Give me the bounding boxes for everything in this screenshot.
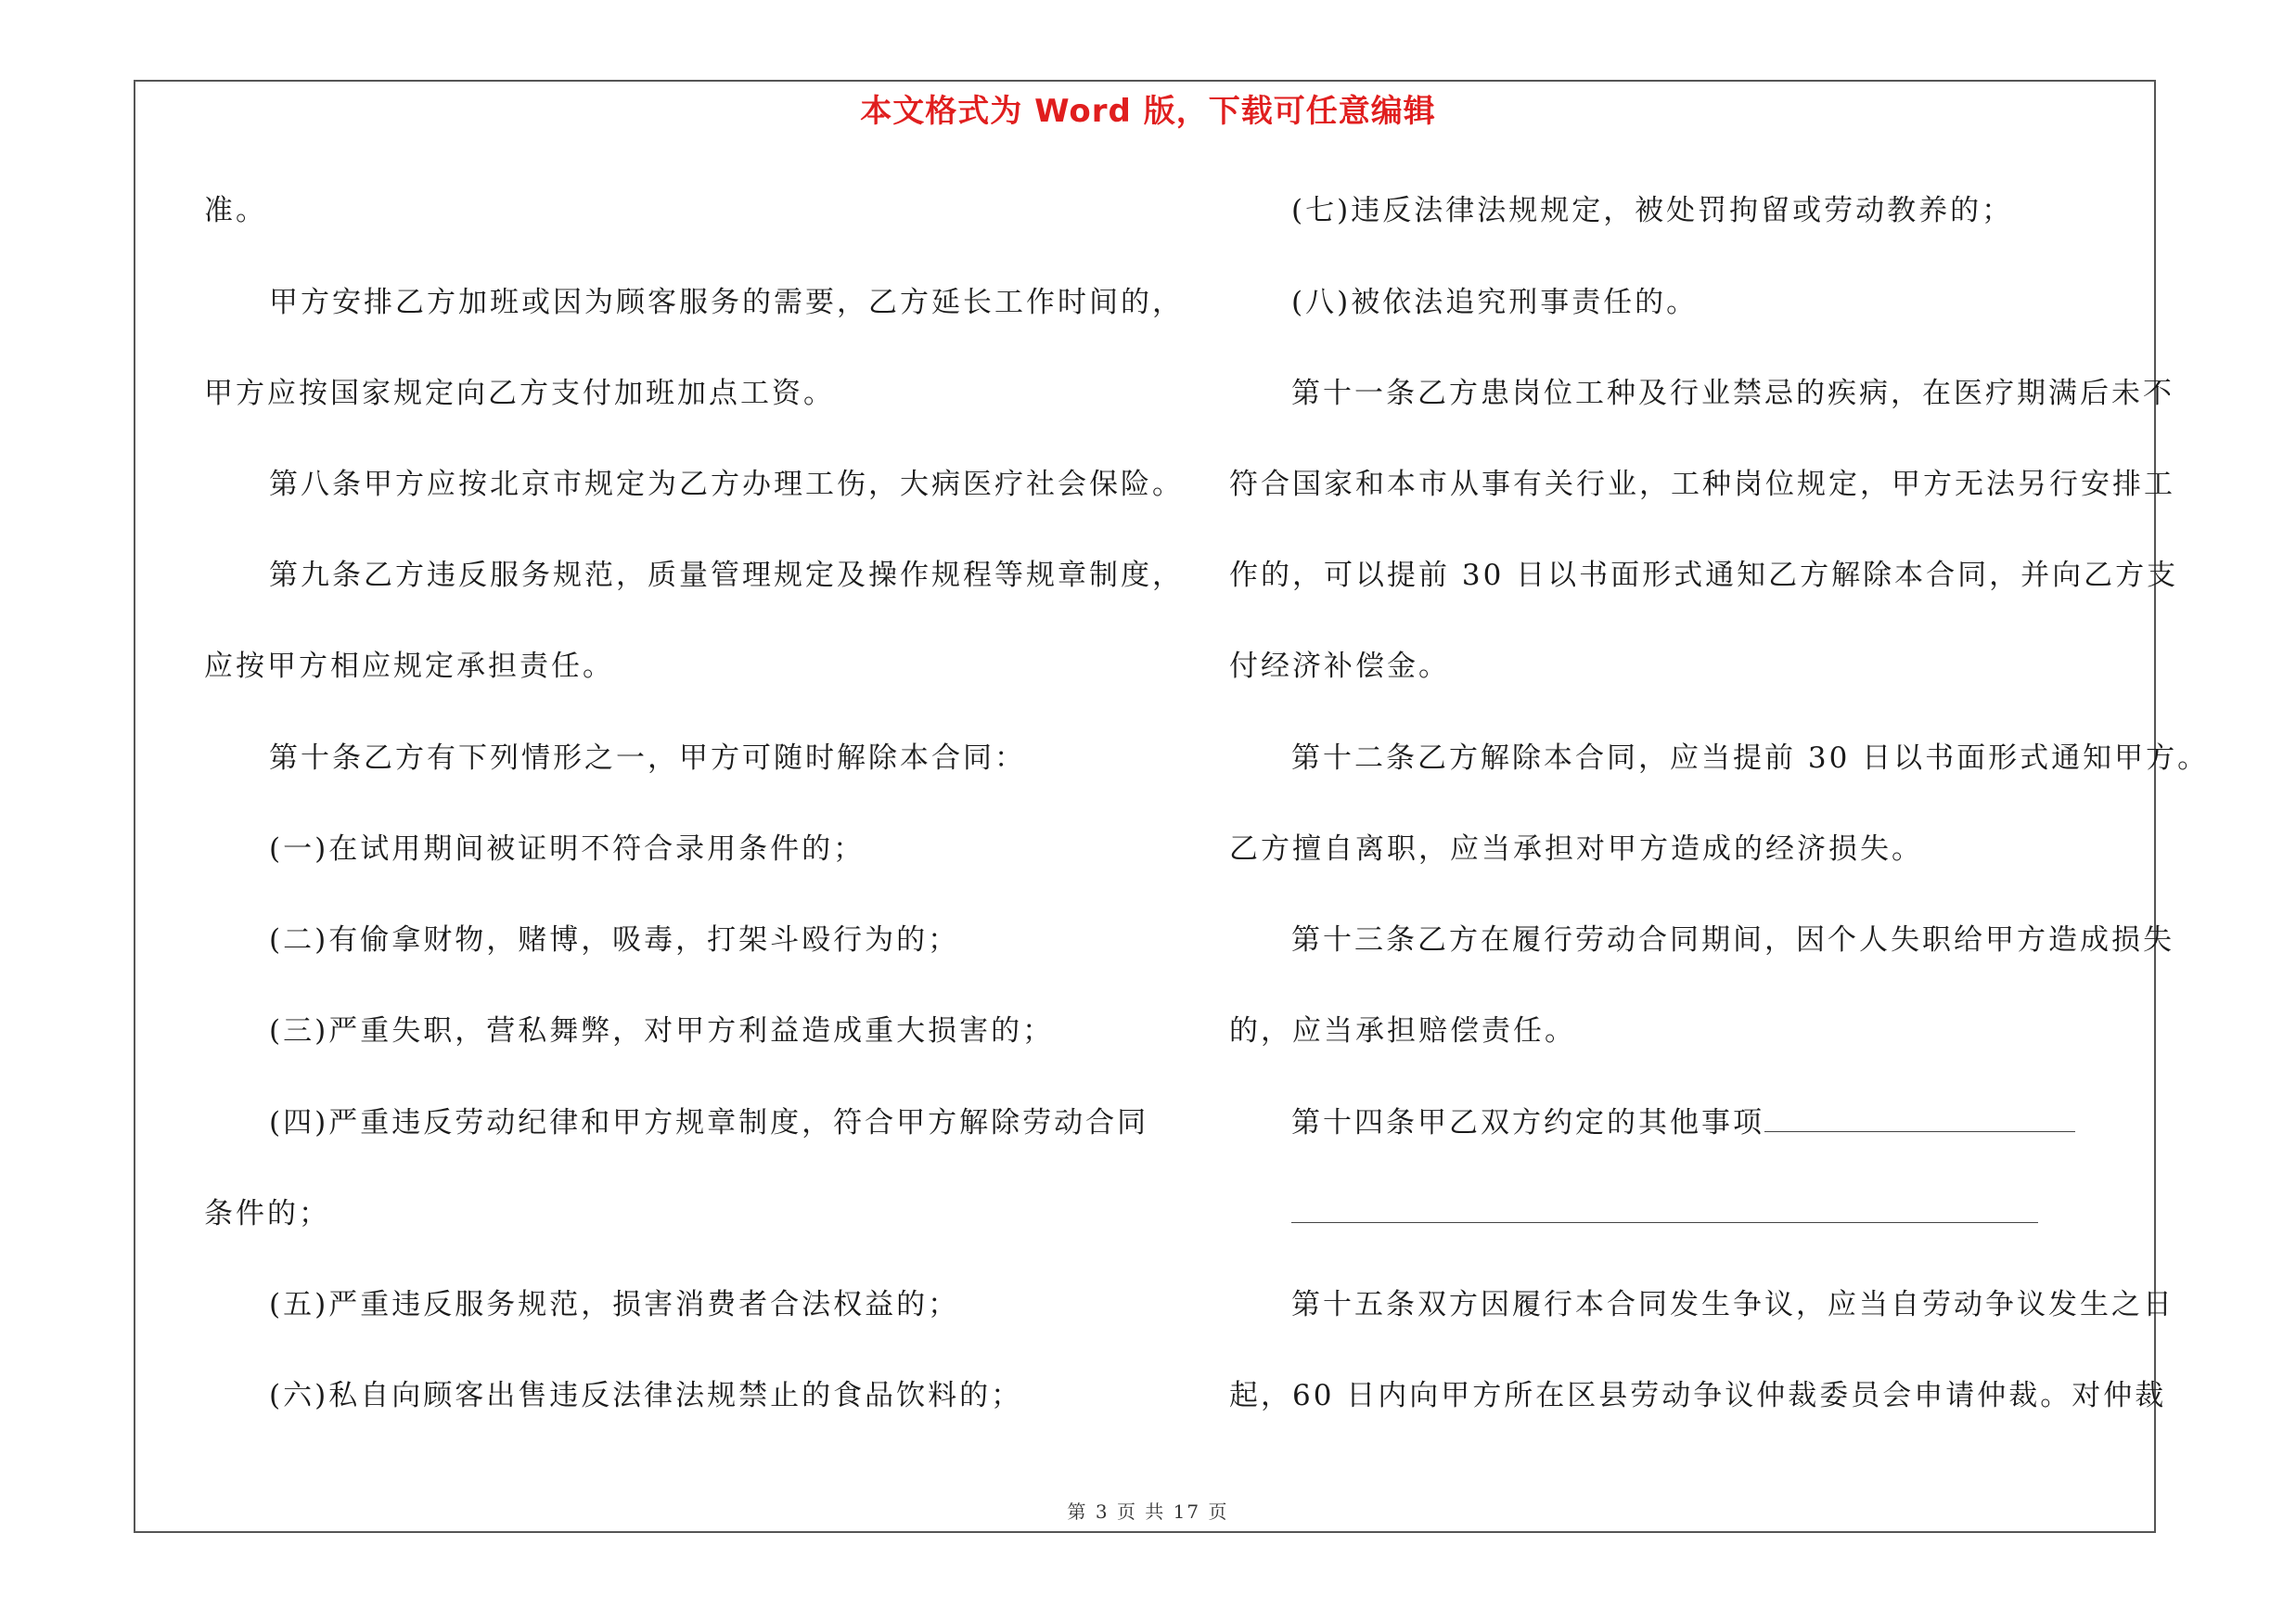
paragraph-line-with-blank bbox=[1291, 1104, 2075, 1141]
paragraph-line: 第九条乙方违反服务规范，质量管理规定及操作规程等规章制度， bbox=[269, 559, 1184, 592]
clause-14-text: 第十四条甲乙双方约定的其他事项 bbox=[1291, 1106, 1764, 1140]
paragraph-line: (七)违反法律法规规定，被处罚拘留或劳动教养的； bbox=[1291, 194, 2014, 227]
paragraph-line: 起，60 日内向甲方所在区县劳动争议仲裁委员会申请仲裁。对仲裁 bbox=[1229, 1379, 2167, 1412]
paragraph-line: (四)严重违反劳动纪律和甲方规章制度，符合甲方解除劳动合同 bbox=[269, 1106, 1149, 1140]
paragraph-line: 第十二条乙方解除本合同，应当提前 30 日以书面形式通知甲方。 bbox=[1291, 741, 2210, 775]
paragraph-line: 第十一条乙方患岗位工种及行业禁忌的疾病，在医疗期满后未不 bbox=[1291, 377, 2174, 410]
paragraph-line: (一)在试用期间被证明不符合录用条件的； bbox=[269, 832, 866, 866]
fill-in-blank bbox=[1291, 1196, 2038, 1223]
paragraph-line: 甲方应按国家规定向乙方支付加班加点工资。 bbox=[204, 377, 835, 410]
page-number: 第 3 页 共 17 页 bbox=[1067, 1501, 1229, 1523]
paragraph-line: 付经济补偿金。 bbox=[1229, 650, 1450, 683]
paragraph-line: 第八条甲方应按北京市规定为乙方办理工伤，大病医疗社会保险。 bbox=[269, 468, 1184, 501]
paragraph-line: 条件的； bbox=[204, 1197, 330, 1230]
blank-line bbox=[1291, 1195, 2038, 1232]
paragraph-line: (八)被依法追究刑事责任的。 bbox=[1291, 286, 1699, 319]
word-format-banner: 本文格式为 Word 版，下载可任意编辑 bbox=[860, 93, 1436, 130]
paragraph-line: 符合国家和本市从事有关行业，工种岗位规定，甲方无法另行安排工 bbox=[1229, 468, 2175, 501]
paragraph-line: 准。 bbox=[204, 194, 267, 227]
paragraph-line: 甲方安排乙方加班或因为顾客服务的需要，乙方延长工作时间的， bbox=[269, 286, 1184, 319]
paragraph-line: (六)私自向顾客出售违反法律法规禁止的食品饮料的； bbox=[269, 1379, 1023, 1412]
paragraph-line: (二)有偷拿财物，赌博，吸毒，打架斗殴行为的； bbox=[269, 923, 960, 957]
paragraph-line: 的，应当承担赔偿责任。 bbox=[1229, 1014, 1576, 1048]
paragraph-line: 第十条乙方有下列情形之一，甲方可随时解除本合同： bbox=[269, 741, 1026, 775]
paragraph-line: 第十三条乙方在履行劳动合同期间，因个人失职给甲方造成损失 bbox=[1291, 923, 2174, 957]
paragraph-line: 作的，可以提前 30 日以书面形式通知乙方解除本合同，并向乙方支 bbox=[1229, 559, 2179, 592]
paragraph-line: 第十五条双方因履行本合同发生争议，应当自劳动争议发生之日 bbox=[1291, 1288, 2174, 1321]
paragraph-line: (三)严重失职，营私舞弊，对甲方利益造成重大损害的； bbox=[269, 1014, 1055, 1048]
fill-in-blank bbox=[1764, 1105, 2075, 1132]
paragraph-line: (五)严重违反服务规范，损害消费者合法权益的； bbox=[269, 1288, 960, 1321]
paragraph-line: 乙方擅自离职，应当承担对甲方造成的经济损失。 bbox=[1229, 832, 1923, 866]
paragraph-line: 应按甲方相应规定承担责任。 bbox=[204, 650, 614, 683]
